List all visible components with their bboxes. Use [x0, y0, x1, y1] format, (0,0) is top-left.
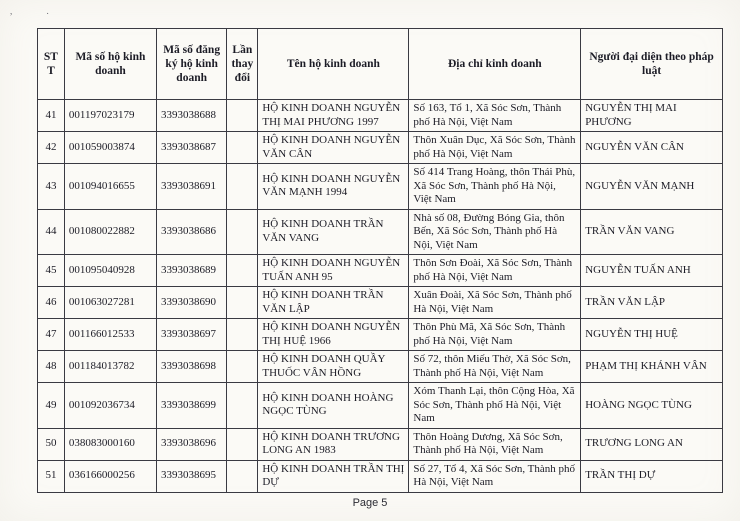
- cell-ma-so-ho: 001092036734: [64, 383, 156, 429]
- cell-nguoi-dai-dien: NGUYỄN THỊ HUỆ: [581, 319, 723, 351]
- cell-ma-so-dang-ky: 3393038689: [156, 255, 226, 287]
- cell-nguoi-dai-dien: NGUYỄN VĂN MẠNH: [581, 164, 723, 210]
- stray-pen-marks: , .: [10, 6, 65, 16]
- cell-ten: HỘ KINH DOANH HOÀNG NGỌC TÙNG: [258, 383, 409, 429]
- cell-stt: 50: [38, 428, 65, 460]
- header-ma-so-ho: Mã số hộ kinh doanh: [64, 29, 156, 100]
- cell-ma-so-ho: 001094016655: [64, 164, 156, 210]
- table-row: [38, 460, 723, 492]
- cell-stt: 48: [38, 351, 65, 383]
- cell-lan-thay-doi: [227, 255, 258, 287]
- cell-ma-so-ho: 001197023179: [64, 100, 156, 132]
- cell-ten: HỘ KINH DOANH NGUYỄN TUẤN ANH 95: [258, 255, 409, 287]
- cell-dia-chi: Thôn Xuân Dục, Xã Sóc Sơn, Thành phố Hà Nội, Việt Nam: [409, 132, 581, 164]
- cell-ma-so-dang-ky: 3393038690: [156, 287, 226, 319]
- cell-dia-chi: Số 72, thôn Miếu Thờ, Xã Sóc Sơn, Thành phố Hà Nội, Việt Nam: [409, 351, 581, 383]
- cell-lan-thay-doi: [227, 428, 258, 460]
- cell-ma-so-ho: 038083000160: [64, 428, 156, 460]
- table-row: [38, 428, 723, 460]
- cell-dia-chi: Số 163, Tổ 1, Xã Sóc Sơn, Thành phố Hà Nội, Việt Nam: [409, 100, 581, 132]
- cell-lan-thay-doi: [227, 287, 258, 319]
- cell-dia-chi: Số 414 Trang Hoàng, thôn Thái Phù, Xã Sóc Sơn, Thành phố Hà Nội, Việt Nam: [409, 164, 581, 210]
- table-row: [38, 132, 723, 164]
- cell-dia-chi: Xóm Thanh Lại, thôn Cộng Hòa, Xã Sóc Sơn, Thành phố Hà Nội, Việt Nam: [409, 383, 581, 429]
- cell-ten: HỘ KINH DOANH QUẦY THUỐC VÂN HỒNG: [258, 351, 409, 383]
- table-row: [38, 100, 723, 132]
- cell-ma-so-dang-ky: 3393038691: [156, 164, 226, 210]
- table-row: [38, 209, 723, 255]
- cell-ten: HỘ KINH DOANH NGUYỄN THỊ MAI PHƯƠNG 1997: [258, 100, 409, 132]
- cell-stt: 51: [38, 460, 65, 492]
- cell-nguoi-dai-dien: TRƯƠNG LONG AN: [581, 428, 723, 460]
- header-ma-so-dang-ky: Mã số đăng ký hộ kinh doanh: [156, 29, 226, 100]
- cell-lan-thay-doi: [227, 164, 258, 210]
- cell-stt: 41: [38, 100, 65, 132]
- cell-nguoi-dai-dien: TRẦN THỊ DỰ: [581, 460, 723, 492]
- cell-stt: 45: [38, 255, 65, 287]
- header-nguoi-dai-dien: Người đại diện theo pháp luật: [581, 29, 723, 100]
- table-row: [38, 164, 723, 210]
- cell-dia-chi: Thôn Sơn Đoài, Xã Sóc Sơn, Thành phố Hà Nội, Việt Nam: [409, 255, 581, 287]
- cell-ma-so-dang-ky: 3393038699: [156, 383, 226, 429]
- cell-dia-chi: Thôn Hoàng Dương, Xã Sóc Sơn, Thành phố Hà Nội, Việt Nam: [409, 428, 581, 460]
- cell-ma-so-dang-ky: 3393038686: [156, 209, 226, 255]
- cell-ma-so-dang-ky: 3393038698: [156, 351, 226, 383]
- table-row: [38, 287, 723, 319]
- header-lan-thay-doi: Lần thay đổi: [227, 29, 258, 100]
- cell-stt: 43: [38, 164, 65, 210]
- cell-dia-chi: Số 27, Tổ 4, Xã Sóc Sơn, Thành phố Hà Nội, Việt Nam: [409, 460, 581, 492]
- header-ten: Tên hộ kinh doanh: [258, 29, 409, 100]
- cell-stt: 44: [38, 209, 65, 255]
- cell-ma-so-ho: 001166012533: [64, 319, 156, 351]
- cell-lan-thay-doi: [227, 209, 258, 255]
- cell-lan-thay-doi: [227, 132, 258, 164]
- cell-ten: HỘ KINH DOANH NGUYỄN THỊ HUỆ 1966: [258, 319, 409, 351]
- cell-lan-thay-doi: [227, 351, 258, 383]
- cell-stt: 47: [38, 319, 65, 351]
- cell-ten: HỘ KINH DOANH NGUYỄN VĂN MẠNH 1994: [258, 164, 409, 210]
- cell-nguoi-dai-dien: TRẦN VĂN VANG: [581, 209, 723, 255]
- cell-lan-thay-doi: [227, 319, 258, 351]
- table-row: [38, 383, 723, 429]
- table-row: [38, 351, 723, 383]
- cell-stt: 42: [38, 132, 65, 164]
- table-header-row: [38, 29, 723, 100]
- cell-ma-so-ho: 036166000256: [64, 460, 156, 492]
- cell-dia-chi: Xuân Đoài, Xã Sóc Sơn, Thành phố Hà Nội, Việt Nam: [409, 287, 581, 319]
- cell-nguoi-dai-dien: NGUYỄN THỊ MAI PHƯƠNG: [581, 100, 723, 132]
- cell-ma-so-ho: 001095040928: [64, 255, 156, 287]
- cell-stt: 49: [38, 383, 65, 429]
- cell-nguoi-dai-dien: NGUYỄN TUẤN ANH: [581, 255, 723, 287]
- cell-ma-so-dang-ky: 3393038697: [156, 319, 226, 351]
- cell-stt: 46: [38, 287, 65, 319]
- cell-lan-thay-doi: [227, 100, 258, 132]
- cell-ma-so-ho: 001063027281: [64, 287, 156, 319]
- cell-ten: HỘ KINH DOANH NGUYỄN VĂN CÂN: [258, 132, 409, 164]
- table-row: [38, 319, 723, 351]
- header-dia-chi: Địa chỉ kinh doanh: [409, 29, 581, 100]
- cell-lan-thay-doi: [227, 460, 258, 492]
- cell-ten: HỘ KINH DOANH TRẦN VĂN VANG: [258, 209, 409, 255]
- cell-ten: HỘ KINH DOANH TRƯƠNG LONG AN 1983: [258, 428, 409, 460]
- cell-ten: HỘ KINH DOANH TRẦN VĂN LẬP: [258, 287, 409, 319]
- cell-ten: HỘ KINH DOANH TRẦN THỊ DỰ: [258, 460, 409, 492]
- page-number-label: Page 5: [352, 497, 388, 509]
- cell-dia-chi: Thôn Phù Mã, Xã Sóc Sơn, Thành phố Hà Nội, Việt Nam: [409, 319, 581, 351]
- table-row: [38, 255, 723, 287]
- cell-ma-so-dang-ky: 3393038695: [156, 460, 226, 492]
- cell-ma-so-dang-ky: 3393038696: [156, 428, 226, 460]
- cell-nguoi-dai-dien: NGUYỄN VĂN CÂN: [581, 132, 723, 164]
- cell-dia-chi: Nhà số 08, Đường Bóng Gia, thôn Bến, Xã Sóc Sơn, Thành phố Hà Nội, Việt Nam: [409, 209, 581, 255]
- cell-ma-so-ho: 001059003874: [64, 132, 156, 164]
- cell-nguoi-dai-dien: TRẦN VĂN LẬP: [581, 287, 723, 319]
- cell-ma-so-ho: 001184013782: [64, 351, 156, 383]
- cell-ma-so-dang-ky: 3393038688: [156, 100, 226, 132]
- cell-lan-thay-doi: [227, 383, 258, 429]
- cell-nguoi-dai-dien: HOÀNG NGỌC TÙNG: [581, 383, 723, 429]
- cell-nguoi-dai-dien: PHẠM THỊ KHÁNH VÂN: [581, 351, 723, 383]
- cell-ma-so-dang-ky: 3393038687: [156, 132, 226, 164]
- business-household-table: [37, 28, 723, 493]
- header-stt: STT: [38, 29, 65, 100]
- cell-ma-so-ho: 001080022882: [64, 209, 156, 255]
